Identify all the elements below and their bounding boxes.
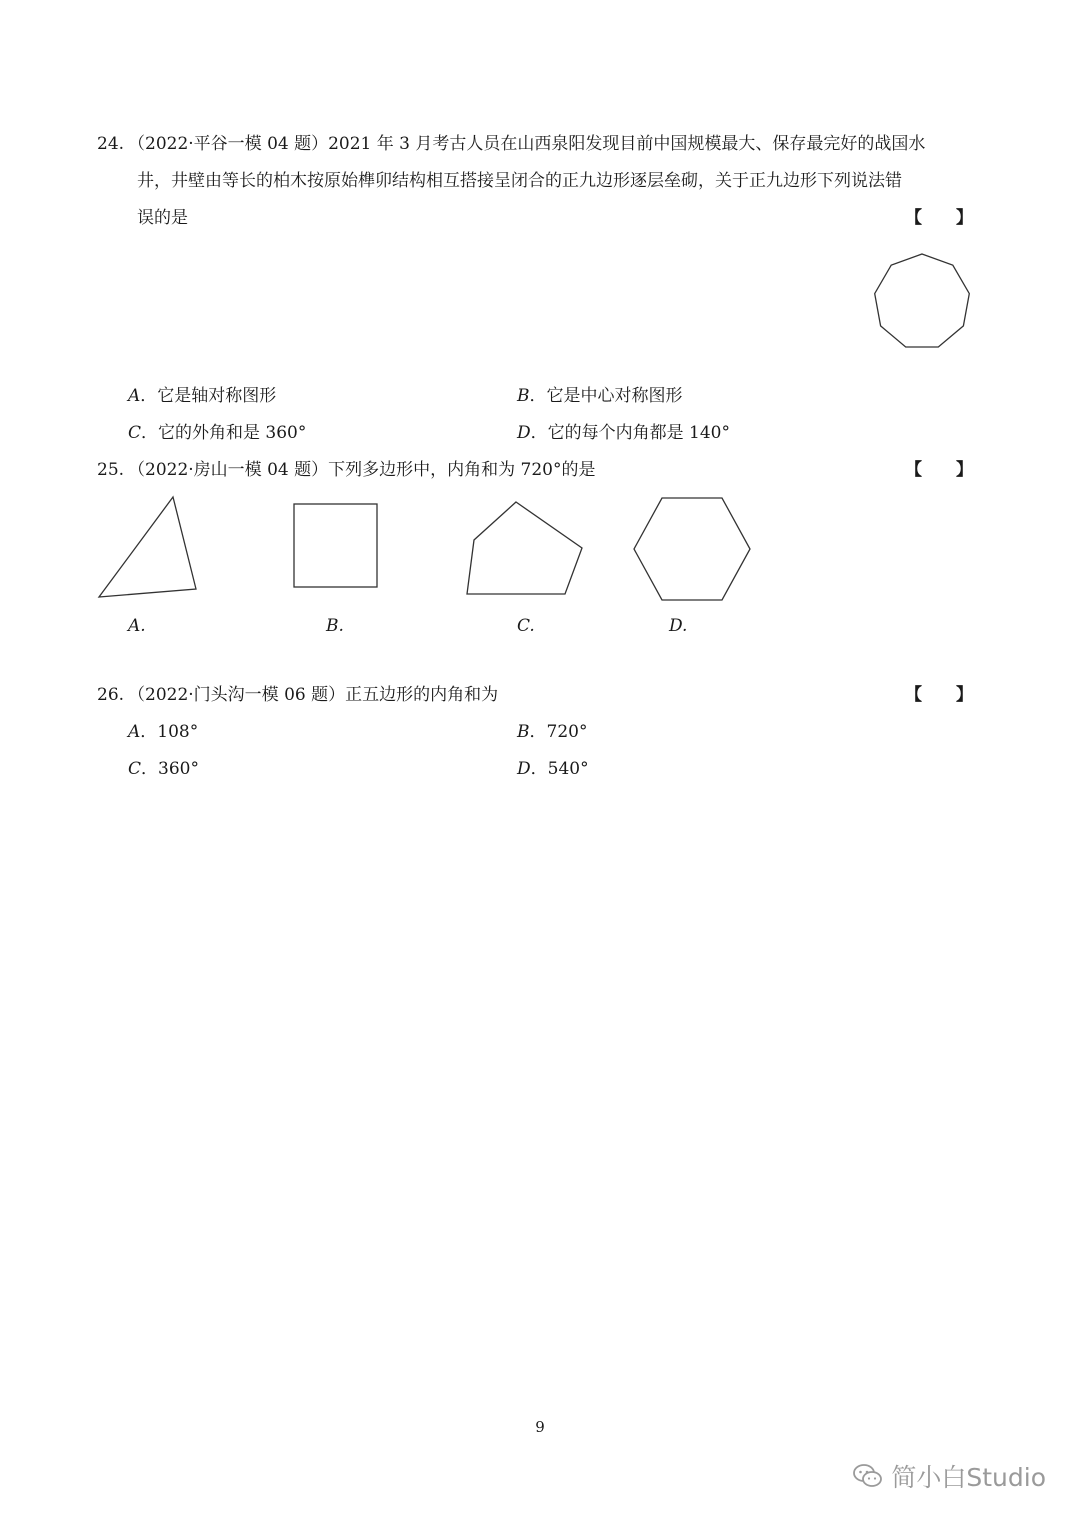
question-text-line: 井，井壁由等长的柏木按原始榫卯结构相互搭接呈闭合的正九边形逐层垒砌，关于正九边形下列说法错 — [137, 171, 902, 191]
figure-label-d: D. — [669, 616, 688, 636]
option-text: ．720° — [529, 722, 588, 742]
option-b — [517, 385, 683, 407]
option-a — [128, 721, 198, 743]
option-letter: D — [517, 423, 531, 443]
question-text-line: （2022·门头沟一模 06 题）正五边形的内角和为 — [128, 685, 499, 705]
question-text-line: 误的是 — [137, 208, 188, 228]
square-figure — [288, 498, 383, 593]
question-text-line: （2022·房山一模 04 题）下列多边形中，内角和为 720°的是 — [128, 460, 596, 480]
option-letter: C — [128, 759, 142, 779]
option-letter: C — [128, 423, 142, 443]
option-letter: B — [517, 722, 530, 742]
figure-label-c: C. — [517, 616, 535, 636]
option-letter: B — [517, 386, 530, 406]
pentagon-figure — [462, 496, 588, 600]
option-letter: A — [128, 722, 141, 742]
option-c — [128, 422, 306, 444]
option-text: ．540° — [530, 759, 589, 779]
triangle-figure — [95, 492, 205, 602]
question-number: 25. — [97, 460, 125, 480]
figure-label-a: A. — [128, 616, 146, 636]
question-text-line: （2022·平谷一模 04 题）2021 年 3 月考古人员在山西泉阳发现目前中国规模最大、保存最完好的战国水 — [128, 134, 926, 154]
option-text: ．它的每个内角都是 140° — [530, 423, 730, 443]
option-b — [517, 721, 587, 743]
regular-nonagon — [875, 254, 970, 347]
option-d — [517, 422, 730, 444]
answer-bracket: 【 】 — [905, 208, 973, 228]
option-d — [517, 758, 589, 780]
option-text: ．360° — [141, 759, 199, 779]
question-number: 24. — [97, 134, 125, 154]
page-number: 9 — [535, 1418, 545, 1436]
watermark-text: 简小白Studio — [891, 1463, 1046, 1492]
answer-bracket: 【 】 — [905, 460, 973, 480]
option-letter: A — [128, 386, 141, 406]
option-text: ．它是轴对称图形 — [140, 386, 277, 406]
figure-label-b: B. — [326, 616, 344, 636]
nonagon-figure — [862, 248, 982, 368]
option-a — [128, 385, 276, 407]
answer-bracket: 【 】 — [905, 685, 973, 705]
option-text: ．它的外角和是 360° — [141, 423, 307, 443]
hexagon-figure — [628, 493, 756, 605]
option-c — [128, 758, 199, 780]
question-number: 26. — [97, 685, 125, 705]
option-text: ．108° — [140, 722, 199, 742]
watermark — [853, 1458, 1046, 1494]
wechat-icon — [853, 1463, 883, 1489]
option-text: ．它是中心对称图形 — [529, 386, 683, 406]
option-letter: D — [517, 759, 531, 779]
